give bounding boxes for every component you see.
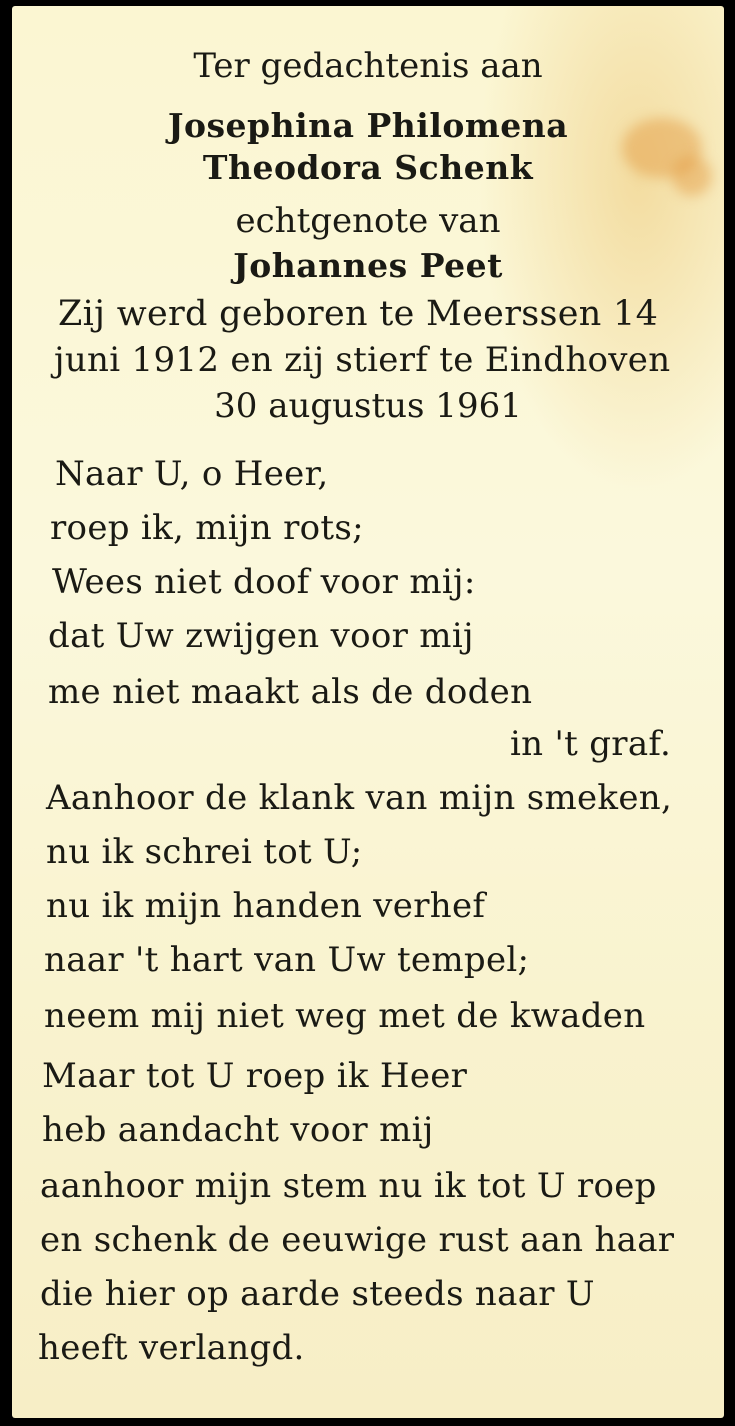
prayer-line: Naar U, o Heer, <box>55 454 329 494</box>
prayer-line: heeft verlangd. <box>38 1328 305 1368</box>
prayer-line: aanhoor mijn stem nu ik tot U roep <box>40 1166 657 1206</box>
prayer-line: dat Uw zwijgen voor mij <box>48 616 474 656</box>
prayer-line: die hier op aarde steeds naar U <box>40 1274 595 1314</box>
prayer-line: in 't graf. <box>510 724 672 764</box>
deceased-name-line2: Theodora Schenk <box>202 148 534 187</box>
deceased-name-line1: Josephina Philomena <box>167 106 569 145</box>
prayer-line: Maar tot U roep ik Heer <box>42 1056 468 1096</box>
dates-line1: Zij werd geboren te Meerssen 14 <box>58 294 659 334</box>
relation-text: echtgenote van <box>235 201 501 241</box>
prayer-line: roep ik, mijn rots; <box>50 508 364 548</box>
prayer-line: Aanhoor de klank van mijn smeken, <box>46 778 673 818</box>
memorial-card <box>12 6 724 1418</box>
dates-line3: 30 augustus 1961 <box>214 386 522 426</box>
spouse-name: Johannes Peet <box>233 246 503 285</box>
prayer-line: Wees niet doof voor mij: <box>52 562 476 602</box>
prayer-line: nu ik mijn handen verhef <box>46 886 486 926</box>
dates-line2: juni 1912 en zij stierf te Eindhoven <box>54 340 671 380</box>
intro-text: Ter gedachtenis aan <box>193 46 543 86</box>
prayer-line: me niet maakt als de doden <box>48 672 533 712</box>
prayer-line: naar 't hart van Uw tempel; <box>44 940 530 980</box>
prayer-line: en schenk de eeuwige rust aan haar <box>40 1220 675 1260</box>
prayer-line: heb aandacht voor mij <box>42 1110 434 1150</box>
prayer-line: neem mij niet weg met de kwaden <box>44 996 646 1036</box>
prayer-line: nu ik schrei tot U; <box>46 832 363 872</box>
